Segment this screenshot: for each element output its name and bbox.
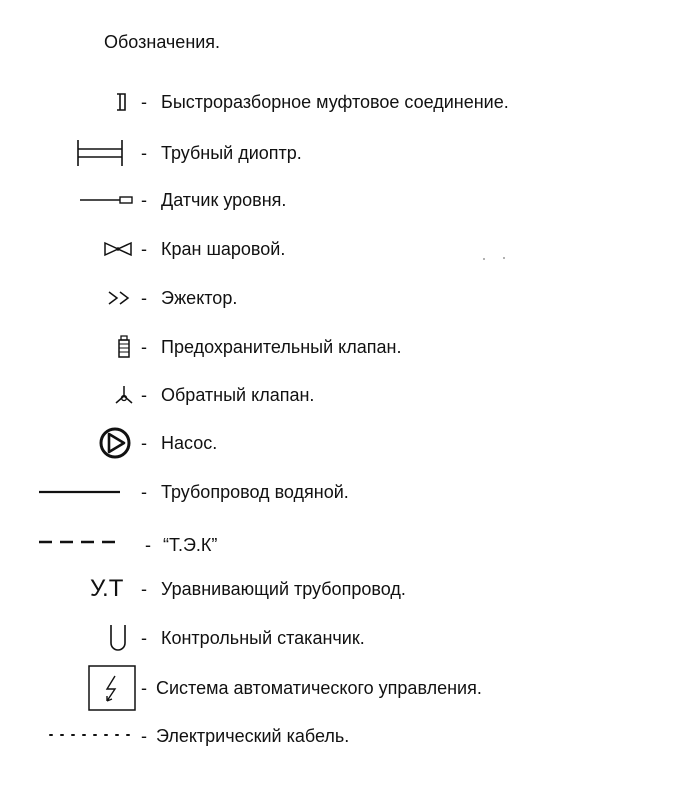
pump-icon <box>98 426 134 460</box>
legend-label: Контрольный стаканчик. <box>161 628 365 648</box>
legend-item-safety-valve <box>0 330 682 364</box>
legend-label: Трубный диоптр. <box>161 143 302 163</box>
legend-item-ball-valve <box>0 232 682 266</box>
legend-item-tek <box>0 528 682 562</box>
legend-label: Кран шаровой. <box>161 239 286 259</box>
scan-speck <box>503 257 505 259</box>
legend-item-ejector <box>0 281 682 315</box>
legend-dash: - <box>145 535 151 555</box>
legend-label: Уравнивающий трубопровод. <box>161 579 406 599</box>
legend-label: Трубопровод водяной. <box>161 482 349 502</box>
electric-cable-dotted-line-icon <box>48 719 132 753</box>
tek-dashed-line-icon <box>38 528 122 562</box>
legend-dash: - <box>141 726 147 746</box>
legend-dash: - <box>141 385 147 405</box>
legend-item-pipe-diopter <box>0 136 682 170</box>
legend-dash: - <box>141 579 147 599</box>
legend-title: Обозначения. <box>104 32 221 52</box>
legend-dash: - <box>141 337 147 357</box>
legend-item-equalizing-pipeline <box>0 572 682 606</box>
legend-label: Система автоматического управления. <box>156 678 482 698</box>
legend-dash: - <box>141 433 147 453</box>
water-pipeline-line-icon <box>38 475 122 509</box>
ut-symbol: У.Т <box>90 575 124 602</box>
level-sensor-icon <box>78 183 136 217</box>
legend-label: Предохранительный клапан. <box>161 337 402 357</box>
legend-label: “Т.Э.К” <box>163 535 218 555</box>
legend-dash: - <box>141 190 147 210</box>
legend-dash: - <box>141 678 147 698</box>
ball-valve-icon <box>103 232 133 266</box>
legend-dash: - <box>141 482 147 502</box>
legend-label: Эжектор. <box>161 288 238 308</box>
legend-label: Датчик уровня. <box>161 190 287 210</box>
legend-item-check-valve <box>0 378 682 412</box>
check-valve-icon <box>112 378 136 412</box>
legend-item-level-sensor <box>0 183 682 217</box>
legend-dash: - <box>141 239 147 259</box>
legend-label: Электрический кабель. <box>156 726 350 746</box>
legend-label: Насос. <box>161 433 218 453</box>
quick-coupling-icon <box>110 85 132 119</box>
legend-item-automatic-control-system <box>0 671 682 705</box>
control-cup-icon <box>107 621 129 655</box>
pipe-diopter-icon <box>75 136 125 170</box>
ejector-icon <box>107 281 135 315</box>
legend-item-pump <box>0 426 682 460</box>
legend-label: Быстроразборное муфтовое соединение. <box>161 92 509 112</box>
legend-item-water-pipeline <box>0 475 682 509</box>
scan-speck <box>483 258 485 260</box>
legend-label: Обратный клапан. <box>161 385 315 405</box>
automatic-control-system-icon <box>87 664 137 712</box>
legend-dash: - <box>141 92 147 112</box>
safety-valve-icon <box>114 330 134 364</box>
legend-item-control-cup <box>0 621 682 655</box>
legend-item-quick-coupling <box>0 85 682 119</box>
legend-dash: - <box>141 288 147 308</box>
legend-dash: - <box>141 628 147 648</box>
legend-dash: - <box>141 143 147 163</box>
legend-item-electric-cable <box>0 719 682 753</box>
